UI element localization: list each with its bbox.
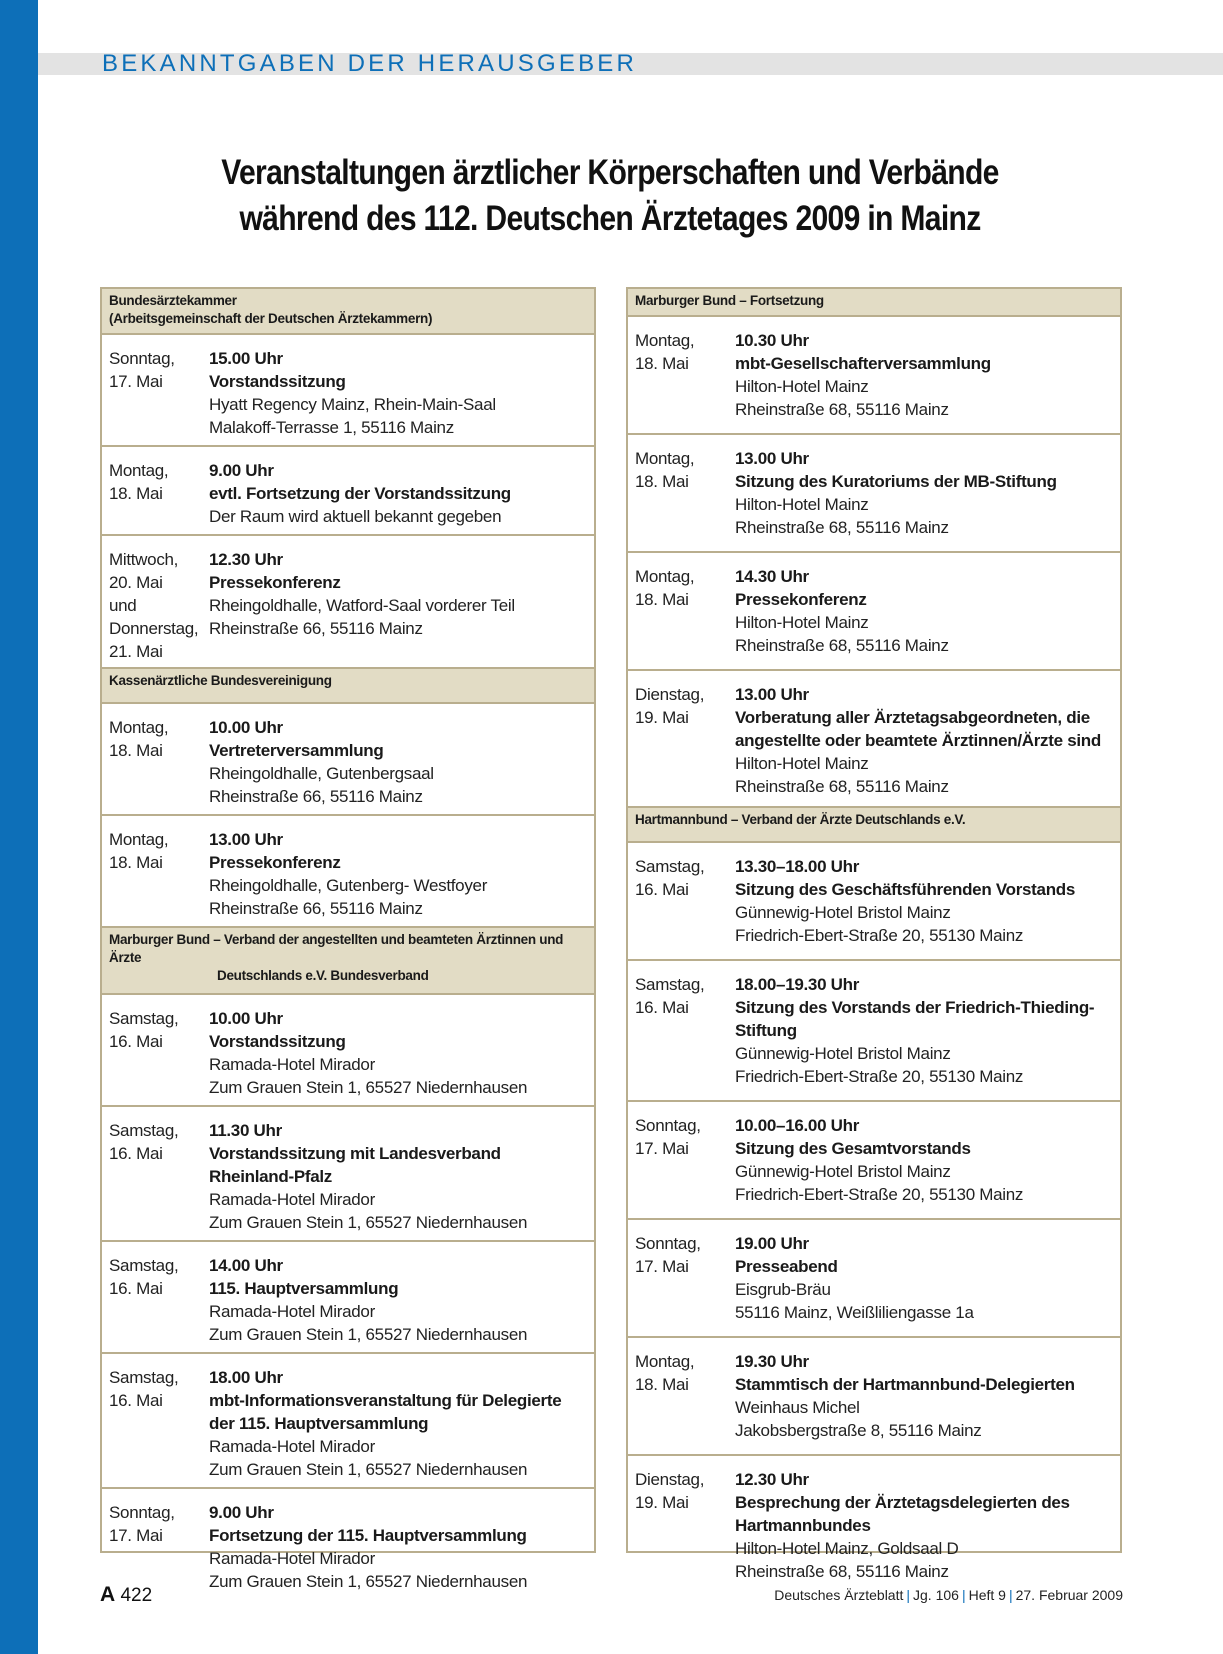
event-time: 12.30 Uhr bbox=[735, 1470, 809, 1489]
section-subtitle: (Arbeitsgemeinschaft der Deutschen Ärztekammern) bbox=[109, 311, 433, 326]
event-entry bbox=[102, 1107, 594, 1242]
event-venue: Günnewig-Hotel Bristol Mainz bbox=[735, 1162, 951, 1181]
event-entry bbox=[102, 335, 594, 447]
event-name: Besprechung der Ärztetagsdelegierten des Hartmannbundes bbox=[735, 1493, 1070, 1535]
event-info bbox=[735, 1114, 1114, 1206]
section-label: BEKANNTGABEN DER HERAUSGEBER bbox=[102, 50, 638, 77]
event-venue: Günnewig-Hotel Bristol Mainz bbox=[735, 1044, 951, 1063]
journal-name: Deutsches Ärzteblatt bbox=[774, 1587, 904, 1603]
event-date: Montag, 18. Mai bbox=[109, 461, 169, 503]
event-venue: Weinhaus Michel bbox=[735, 1398, 860, 1417]
event-time: 18.00–19.30 Uhr bbox=[735, 975, 860, 994]
page-title bbox=[214, 150, 1005, 242]
event-name: Sitzung des Geschäftsführenden Vorstands bbox=[735, 880, 1076, 899]
event-date: Montag, 18. Mai bbox=[635, 567, 695, 609]
event-entry bbox=[628, 553, 1120, 671]
event-date: Montag, 18. Mai bbox=[635, 1352, 695, 1394]
event-date: Dienstag, 19. Mai bbox=[635, 685, 705, 727]
event-info bbox=[735, 1468, 1114, 1583]
event-venue: Eisgrub-Bräu bbox=[735, 1280, 831, 1299]
event-date: Samstag, 16. Mai bbox=[109, 1009, 179, 1051]
event-date: Sonntag, 17. Mai bbox=[109, 349, 175, 391]
event-address: Rheinstraße 66, 55116 Mainz bbox=[209, 619, 423, 638]
event-venue: Rheingoldhalle, Watford-Saal vorderer Teil bbox=[209, 596, 515, 615]
section-header-hartmannbund bbox=[628, 806, 1120, 843]
event-entry bbox=[102, 704, 594, 816]
event-address: Zum Grauen Stein 1, 65527 Niedernhausen bbox=[209, 1213, 528, 1232]
event-venue: Ramada-Hotel Mirador bbox=[209, 1437, 375, 1456]
event-time: 10.00–16.00 Uhr bbox=[735, 1116, 860, 1135]
event-name: Sitzung des Gesamtvorstands bbox=[735, 1139, 971, 1158]
event-time: 9.00 Uhr bbox=[209, 1503, 274, 1522]
event-name: Pressekonferenz bbox=[209, 853, 341, 872]
event-info bbox=[735, 329, 1114, 421]
journal-issue: Heft 9 bbox=[968, 1587, 1006, 1603]
event-date: Samstag, 16. Mai bbox=[109, 1368, 179, 1410]
event-info bbox=[735, 565, 1114, 657]
event-name: Vorstandssitzung bbox=[209, 372, 346, 391]
event-name: Vertreterversammlung bbox=[209, 741, 384, 760]
event-time: 18.00 Uhr bbox=[209, 1368, 283, 1387]
event-address: Rheinstraße 68, 55116 Mainz bbox=[735, 400, 949, 419]
event-venue: Hilton-Hotel Mainz bbox=[735, 377, 869, 396]
section-subtitle: Deutschlands e.V. Bundesverband bbox=[217, 968, 429, 983]
event-entry bbox=[628, 1102, 1120, 1220]
event-venue: Günnewig-Hotel Bristol Mainz bbox=[735, 903, 951, 922]
event-entry bbox=[102, 995, 594, 1107]
event-info bbox=[209, 716, 588, 808]
event-date: Dienstag, 19. Mai bbox=[635, 1470, 705, 1512]
event-entry bbox=[102, 816, 594, 926]
event-time: 9.00 Uhr bbox=[209, 461, 274, 480]
event-venue: Ramada-Hotel Mirador bbox=[209, 1302, 375, 1321]
event-time: 13.00 Uhr bbox=[209, 830, 283, 849]
event-date: Montag, 18. Mai bbox=[109, 830, 169, 872]
event-venue: Rheingoldhalle, Gutenberg- Westfoyer bbox=[209, 876, 488, 895]
event-time: 19.30 Uhr bbox=[735, 1352, 809, 1371]
event-time: 13.00 Uhr bbox=[735, 449, 809, 468]
event-date: Samstag, 16. Mai bbox=[109, 1121, 179, 1163]
event-date: Sonntag, 17. Mai bbox=[635, 1116, 701, 1158]
event-address: 55116 Mainz, Weißliliengasse 1a bbox=[735, 1303, 974, 1322]
event-name: Pressekonferenz bbox=[735, 590, 867, 609]
event-name: Presseabend bbox=[735, 1257, 838, 1276]
sidebar-color-bar bbox=[0, 0, 38, 1654]
event-time: 13.30–18.00 Uhr bbox=[735, 857, 860, 876]
event-address: Friedrich-Ebert-Straße 20, 55130 Mainz bbox=[735, 1067, 1024, 1086]
journal-date: 27. Februar 2009 bbox=[1015, 1587, 1123, 1603]
title-line-1: Veranstaltungen ärztlicher Körperschaften und Verbände bbox=[221, 153, 999, 192]
event-address: Rheinstraße 66, 55116 Mainz bbox=[209, 787, 423, 806]
right-column bbox=[626, 287, 1122, 1581]
event-time: 13.00 Uhr bbox=[735, 685, 809, 704]
page-number-value: 422 bbox=[120, 1585, 153, 1606]
event-entry bbox=[628, 961, 1120, 1102]
section-header-marburger-bund bbox=[102, 926, 594, 995]
event-venue: Hyatt Regency Mainz, Rhein-Main-Saal bbox=[209, 395, 496, 414]
event-name: evtl. Fortsetzung der Vorstandssitzung bbox=[209, 484, 511, 503]
event-info bbox=[209, 1119, 588, 1234]
event-date: Sonntag, 17. Mai bbox=[109, 1503, 175, 1545]
event-name: Sitzung des Vorstands der Friedrich-Thieding-Stiftung bbox=[735, 998, 1095, 1040]
event-entry bbox=[628, 671, 1120, 806]
event-time: 11.30 Uhr bbox=[209, 1121, 282, 1140]
event-entry bbox=[628, 1220, 1120, 1338]
event-date: Montag, 18. Mai bbox=[635, 449, 695, 491]
event-address: Malakoff-Terrasse 1, 55116 Mainz bbox=[209, 418, 454, 437]
event-entry bbox=[628, 317, 1120, 435]
event-address: Zum Grauen Stein 1, 65527 Niedernhausen bbox=[209, 1078, 528, 1097]
event-address: Friedrich-Ebert-Straße 20, 55130 Mainz bbox=[735, 1185, 1024, 1204]
event-date: Montag, 18. Mai bbox=[109, 718, 169, 760]
event-time: 14.00 Uhr bbox=[209, 1256, 283, 1275]
event-info bbox=[735, 855, 1114, 947]
title-line-2: während des 112. Deutschen Ärztetages 2009 in Mainz bbox=[239, 199, 981, 238]
event-entry bbox=[102, 1242, 594, 1354]
event-venue: Rheingoldhalle, Gutenbergsaal bbox=[209, 764, 434, 783]
event-name: Stammtisch der Hartmannbund-Delegierten bbox=[735, 1375, 1075, 1394]
section-title: Kassenärztliche Bundesvereinigung bbox=[109, 673, 332, 688]
section-header-bundesaerztekammer bbox=[102, 289, 594, 335]
event-info bbox=[209, 1007, 588, 1099]
event-address: Jakobsbergstraße 8, 55116 Mainz bbox=[735, 1421, 982, 1440]
event-address: Rheinstraße 68, 55116 Mainz bbox=[735, 1562, 949, 1581]
event-venue: Hilton-Hotel Mainz bbox=[735, 754, 869, 773]
event-time: 14.30 Uhr bbox=[735, 567, 809, 586]
event-info bbox=[209, 1366, 588, 1481]
event-entry bbox=[102, 1489, 594, 1599]
event-date: Samstag, 16. Mai bbox=[635, 975, 705, 1017]
page-prefix: A bbox=[100, 1583, 116, 1606]
event-entry bbox=[628, 1456, 1120, 1589]
event-venue: Ramada-Hotel Mirador bbox=[209, 1055, 375, 1074]
event-venue: Ramada-Hotel Mirador bbox=[209, 1549, 375, 1568]
event-address: Zum Grauen Stein 1, 65527 Niedernhausen bbox=[209, 1572, 528, 1591]
event-address: Zum Grauen Stein 1, 65527 Niedernhausen bbox=[209, 1460, 528, 1479]
event-name: mbt-Gesellschafterversammlung bbox=[735, 354, 991, 373]
event-date: Montag, 18. Mai bbox=[635, 331, 695, 373]
event-venue: Ramada-Hotel Mirador bbox=[209, 1190, 375, 1209]
event-date: Sonntag, 17. Mai bbox=[635, 1234, 701, 1276]
event-info bbox=[209, 459, 588, 528]
event-venue: Hilton-Hotel Mainz bbox=[735, 495, 869, 514]
section-header-marburger-bund-continued bbox=[628, 289, 1120, 317]
event-entry bbox=[102, 536, 594, 669]
event-name: Fortsetzung der 115. Hauptversammlung bbox=[209, 1526, 527, 1545]
event-venue: Hilton-Hotel Mainz bbox=[735, 613, 869, 632]
event-name: 115. Hauptversammlung bbox=[209, 1279, 399, 1298]
event-date: Samstag, 16. Mai bbox=[109, 1256, 179, 1298]
event-entry bbox=[628, 435, 1120, 553]
event-info bbox=[735, 973, 1114, 1088]
event-address: Rheinstraße 68, 55116 Mainz bbox=[735, 518, 949, 537]
event-address: Zum Grauen Stein 1, 65527 Niedernhausen bbox=[209, 1325, 528, 1344]
event-info bbox=[209, 1501, 588, 1593]
section-title: Hartmannbund – Verband der Ärzte Deutschlands e.V. bbox=[635, 812, 966, 827]
event-venue: Der Raum wird aktuell bekannt gegeben bbox=[209, 507, 502, 526]
section-title: Marburger Bund – Verband der angestellten und beamteten Ärztinnen und Ärzte bbox=[109, 932, 564, 965]
event-time: 10.30 Uhr bbox=[735, 331, 809, 350]
event-name: Vorstandssitzung mit Landesverband Rheinland-Pfalz bbox=[209, 1144, 501, 1186]
event-time: 10.00 Uhr bbox=[209, 718, 283, 737]
event-address: Rheinstraße 68, 55116 Mainz bbox=[735, 777, 949, 796]
event-name: Sitzung des Kuratoriums der MB-Stiftung bbox=[735, 472, 1057, 491]
journal-volume: Jg. 106 bbox=[913, 1587, 959, 1603]
event-info bbox=[209, 548, 588, 663]
event-entry bbox=[102, 447, 594, 536]
event-info bbox=[735, 1232, 1114, 1324]
event-time: 19.00 Uhr bbox=[735, 1234, 809, 1253]
event-entry bbox=[628, 1338, 1120, 1456]
event-time: 10.00 Uhr bbox=[209, 1009, 283, 1028]
page-number bbox=[100, 1583, 152, 1607]
event-date: Mittwoch, 20. Mai und Donnerstag, 21. Mai bbox=[109, 550, 199, 661]
event-time: 15.00 Uhr bbox=[209, 349, 283, 368]
event-date: Samstag, 16. Mai bbox=[635, 857, 705, 899]
event-address: Rheinstraße 66, 55116 Mainz bbox=[209, 899, 423, 918]
event-info bbox=[735, 683, 1114, 798]
event-info bbox=[735, 447, 1114, 539]
journal-citation: Deutsches Ärzteblatt | Jg. 106 | Heft 9 | 27. Februar 2009 bbox=[774, 1587, 1123, 1603]
event-name: Pressekonferenz bbox=[209, 573, 341, 592]
section-title: Marburger Bund – Fortsetzung bbox=[635, 293, 824, 308]
event-info bbox=[209, 347, 588, 439]
event-entry bbox=[102, 1354, 594, 1489]
event-info bbox=[209, 828, 588, 920]
left-column bbox=[100, 287, 596, 1591]
event-entry bbox=[628, 843, 1120, 961]
event-name: Vorberatung aller Ärztetagsabgeordneten, die angestellte oder beamtete Ärztinnen/Ärzte sind bbox=[735, 708, 1101, 750]
event-name: mbt-Informationsveranstaltung für Delegierte der 115. Hauptversammlung bbox=[209, 1391, 562, 1433]
event-time: 12.30 Uhr bbox=[209, 550, 283, 569]
event-info bbox=[735, 1350, 1114, 1442]
event-address: Friedrich-Ebert-Straße 20, 55130 Mainz bbox=[735, 926, 1024, 945]
event-name: Vorstandssitzung bbox=[209, 1032, 346, 1051]
event-venue: Hilton-Hotel Mainz, Goldsaal D bbox=[735, 1539, 959, 1558]
event-info bbox=[209, 1254, 588, 1346]
event-address: Rheinstraße 68, 55116 Mainz bbox=[735, 636, 949, 655]
section-header-kbv bbox=[102, 669, 594, 704]
section-title: Bundesärztekammer bbox=[109, 293, 237, 308]
